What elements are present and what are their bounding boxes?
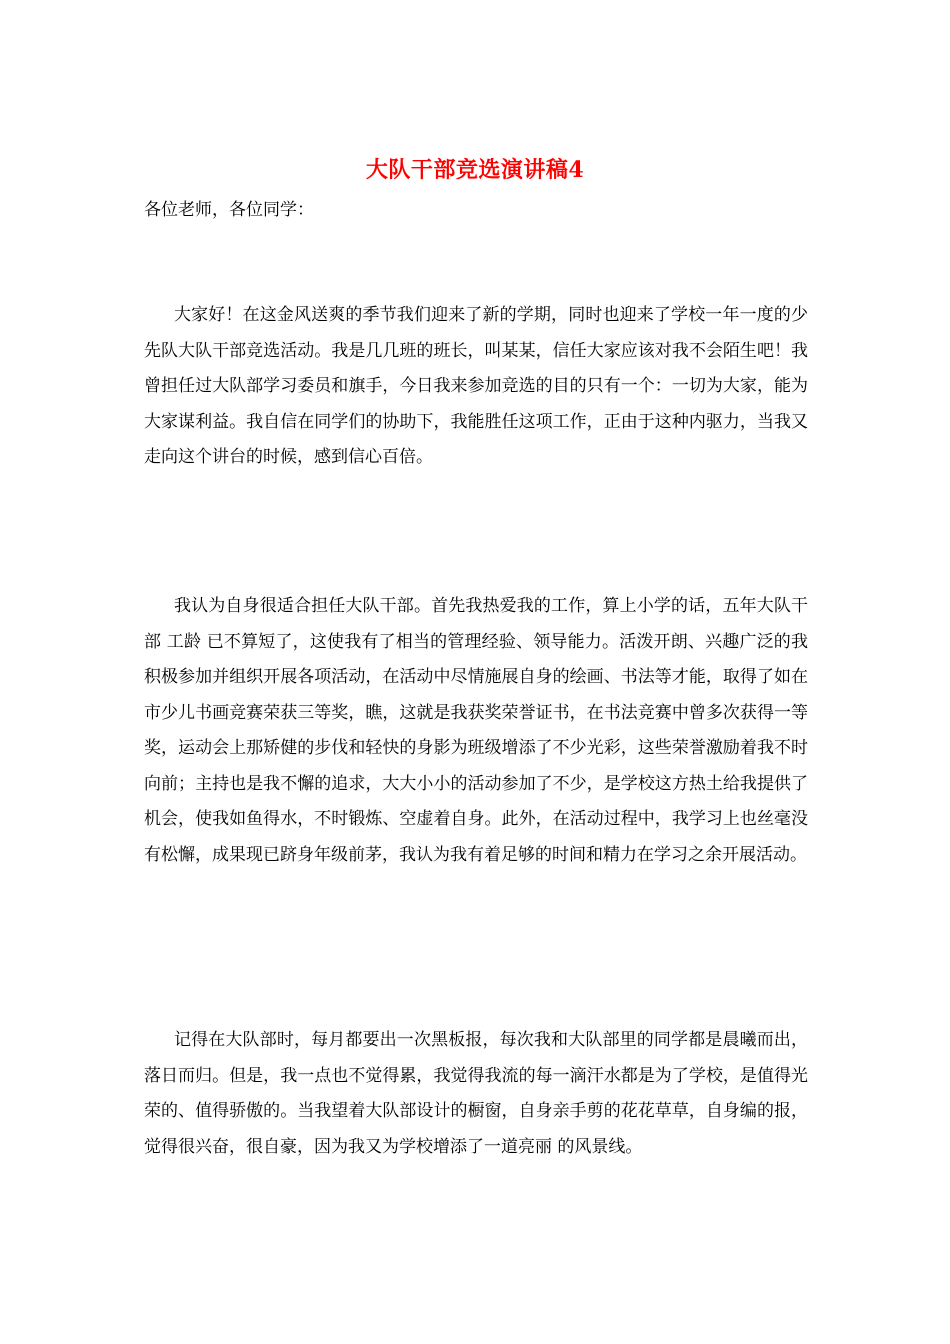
- paragraph-3: 记得在大队部时，每月都要出一次黑板报，每次我和大队部里的同学都是晨曦而出，落日而归。但是，我一点也不觉得累，我觉得我流的每一滴汗水都是为了学校，是值得光荣的、值得骄傲的。当我望着大队部设计的橱窗，自身亲手剪的花花草草，自身编的报，觉得很兴奋，很自豪，因为我又为学校增添了一道亮丽 的风景线。: [144, 1030, 808, 1157]
- paragraph-1: 大家好！在这金风送爽的季节我们迎来了新的学期，同时也迎来了学校一年一度的少先队大队干部竞选活动。我是几几班的班长，叫某某，信任大家应该对我不会陌生吧！我曾担任过大队部学习委员和旗手，今日我来参加竞选的目的只有一个：一切为大家，能为大家谋利益。我自信在同学们的协助下，我能胜任这项工作，正由于这种内驱力，当我又走向这个讲台的时候，感到信心百倍。: [144, 305, 808, 467]
- greeting-line: 各位老师，各位同学：: [144, 200, 314, 220]
- document-title: 大队干部竞选演讲稿4: [365, 157, 585, 183]
- paragraph-2: 我认为自身很适合担任大队干部。首先我热爱我的工作，算上小学的话，五年大队干部 工龄 已不算短了，这使我有了相当的管理经验、领导能力。活泼开朗、兴趣广泛的我积极参加并组织开展各项活动，在活动中尽情施展自身的绘画、书法等才能，取得了如在市少儿书画竞赛荣获三等奖，瞧，这就是我获奖荣誉证书，在书法竞赛中曾多次获得一等奖，运动会上那矫健的步伐和轻快的身影为班级增添了不少光彩，这些荣誉激励着我不时向前；主持也是我不懈的追求，大大小小的活动参加了不少，是学校这方热土给我提供了机会，使我如鱼得水，不时锻炼、空虚着自身。此外，在活动过程中，我学习上也丝毫没有松懈，成果现已跻身年级前茅，我认为我有着足够的时间和精力在学习之余开展活动。: [144, 596, 808, 865]
